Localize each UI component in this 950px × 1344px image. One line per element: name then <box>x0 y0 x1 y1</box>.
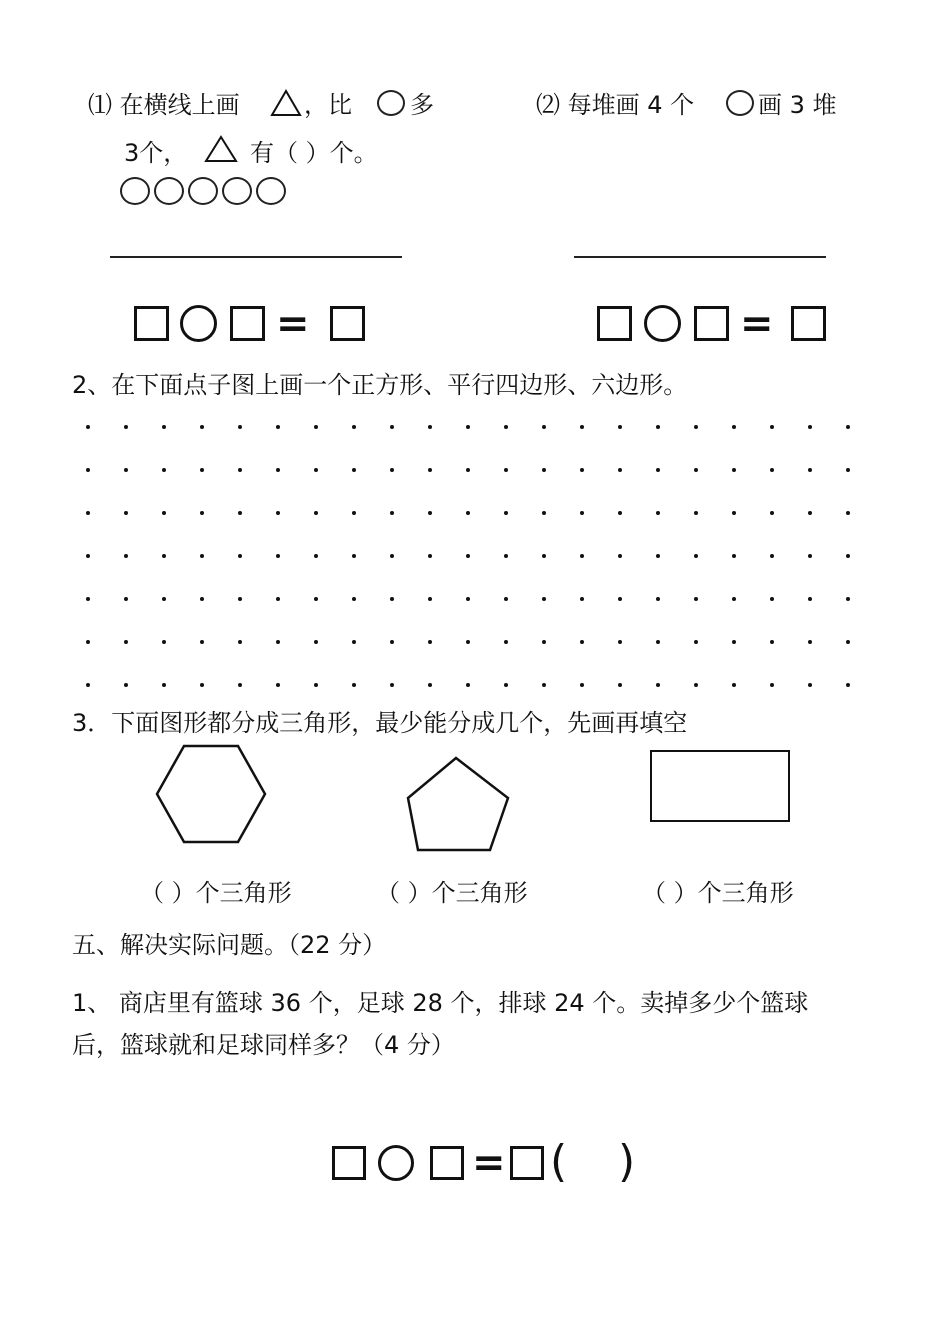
number-box[interactable] <box>430 1146 464 1180</box>
grid-dot[interactable] <box>732 597 736 601</box>
grid-dot[interactable] <box>86 683 90 687</box>
grid-dot[interactable] <box>276 511 280 515</box>
q1-part1-text-b: ，比 <box>304 91 352 119</box>
grid-dot[interactable] <box>504 597 508 601</box>
grid-dot[interactable] <box>238 683 242 687</box>
grid-dot[interactable] <box>580 468 584 472</box>
grid-dot[interactable] <box>846 511 850 515</box>
grid-dot[interactable] <box>352 640 356 644</box>
grid-dot[interactable] <box>732 683 736 687</box>
grid-dot[interactable] <box>732 468 736 472</box>
grid-dot[interactable] <box>808 511 812 515</box>
grid-dot[interactable] <box>656 468 660 472</box>
operator-circle[interactable] <box>180 305 217 342</box>
hexagon-shape[interactable] <box>150 742 272 850</box>
grid-dot[interactable] <box>390 597 394 601</box>
equals-sign: = <box>740 301 774 347</box>
equals-sign: = <box>472 1140 506 1186</box>
grid-dot[interactable] <box>162 511 166 515</box>
grid-dot[interactable] <box>352 511 356 515</box>
grid-dot[interactable] <box>808 554 812 558</box>
grid-dot[interactable] <box>580 425 584 429</box>
rectangle-shape[interactable] <box>650 750 790 822</box>
grid-dot[interactable] <box>390 511 394 515</box>
grid-dot[interactable] <box>580 640 584 644</box>
grid-dot[interactable] <box>428 683 432 687</box>
grid-dot[interactable] <box>86 640 90 644</box>
grid-dot[interactable] <box>466 425 470 429</box>
grid-dot[interactable] <box>390 554 394 558</box>
number-box[interactable] <box>230 306 265 341</box>
grid-dot[interactable] <box>618 640 622 644</box>
q1-part1-text-a: ⑴ 在横线上画 <box>88 91 240 119</box>
grid-dot[interactable] <box>86 425 90 429</box>
grid-dot[interactable] <box>162 425 166 429</box>
grid-dot[interactable] <box>846 425 850 429</box>
grid-dot[interactable] <box>162 640 166 644</box>
result-box[interactable] <box>330 306 365 341</box>
grid-dot[interactable] <box>542 511 546 515</box>
circle-icon <box>154 177 184 205</box>
grid-dot[interactable] <box>352 554 356 558</box>
grid-dot[interactable] <box>694 554 698 558</box>
grid-dot[interactable] <box>276 554 280 558</box>
grid-dot[interactable] <box>352 683 356 687</box>
grid-dot[interactable] <box>542 640 546 644</box>
grid-dot[interactable] <box>466 468 470 472</box>
grid-dot[interactable] <box>466 554 470 558</box>
result-box[interactable] <box>791 306 826 341</box>
grid-dot[interactable] <box>162 683 166 687</box>
grid-dot[interactable] <box>352 468 356 472</box>
circle-icon <box>222 177 252 205</box>
equals-sign: = <box>276 301 310 347</box>
grid-dot[interactable] <box>504 468 508 472</box>
grid-dot[interactable] <box>314 511 318 515</box>
grid-dot[interactable] <box>732 511 736 515</box>
grid-dot[interactable] <box>86 511 90 515</box>
grid-dot[interactable] <box>580 554 584 558</box>
grid-dot[interactable] <box>618 468 622 472</box>
grid-dot[interactable] <box>238 425 242 429</box>
grid-dot[interactable] <box>390 425 394 429</box>
grid-dot[interactable] <box>428 511 432 515</box>
grid-dot[interactable] <box>86 554 90 558</box>
q3-answer-pentagon[interactable]: （ ）个三角形 <box>376 879 528 907</box>
q3-title: 3．下面图形都分成三角形，最少能分成几个，先画再填空 <box>72 709 688 737</box>
grid-dot[interactable] <box>276 683 280 687</box>
grid-dot[interactable] <box>466 640 470 644</box>
grid-dot[interactable] <box>732 554 736 558</box>
grid-dot[interactable] <box>656 511 660 515</box>
grid-dot[interactable] <box>618 511 622 515</box>
grid-dot[interactable] <box>542 468 546 472</box>
answer-line[interactable] <box>110 256 402 258</box>
unit-open-paren: ( <box>550 1136 568 1187</box>
grid-dot[interactable] <box>504 511 508 515</box>
grid-dot[interactable] <box>808 597 812 601</box>
grid-dot[interactable] <box>276 468 280 472</box>
circle-icon <box>726 90 754 116</box>
grid-dot[interactable] <box>846 683 850 687</box>
number-box[interactable] <box>597 306 632 341</box>
grid-dot[interactable] <box>618 554 622 558</box>
grid-dot[interactable] <box>238 511 242 515</box>
grid-dot[interactable] <box>428 554 432 558</box>
grid-dot[interactable] <box>428 597 432 601</box>
grid-dot[interactable] <box>162 468 166 472</box>
grid-dot[interactable] <box>238 554 242 558</box>
grid-dot[interactable] <box>124 468 128 472</box>
q2-title: 2、在下面点子图上画一个正方形、平行四边形、六边形。 <box>72 371 688 399</box>
grid-dot[interactable] <box>808 640 812 644</box>
grid-dot[interactable] <box>124 425 128 429</box>
grid-dot[interactable] <box>238 640 242 644</box>
grid-dot[interactable] <box>200 554 204 558</box>
grid-dot[interactable] <box>656 425 660 429</box>
grid-dot[interactable] <box>314 468 318 472</box>
grid-dot[interactable] <box>846 597 850 601</box>
circle-icon <box>188 177 218 205</box>
circle-icon <box>120 177 150 205</box>
q1-part2-text-b: 画 3 堆 <box>758 91 837 119</box>
grid-dot[interactable] <box>390 640 394 644</box>
grid-dot[interactable] <box>238 468 242 472</box>
grid-dot[interactable] <box>124 554 128 558</box>
grid-dot[interactable] <box>542 597 546 601</box>
grid-dot[interactable] <box>846 468 850 472</box>
grid-dot[interactable] <box>694 597 698 601</box>
grid-dot[interactable] <box>276 640 280 644</box>
grid-dot[interactable] <box>200 511 204 515</box>
grid-dot[interactable] <box>694 511 698 515</box>
grid-dot[interactable] <box>770 640 774 644</box>
grid-dot[interactable] <box>808 468 812 472</box>
circle-icon <box>377 90 405 116</box>
grid-dot[interactable] <box>86 468 90 472</box>
grid-dot[interactable] <box>656 640 660 644</box>
grid-dot[interactable] <box>124 597 128 601</box>
grid-dot[interactable] <box>162 554 166 558</box>
grid-dot[interactable] <box>162 597 166 601</box>
grid-dot[interactable] <box>542 554 546 558</box>
grid-dot[interactable] <box>504 425 508 429</box>
grid-dot[interactable] <box>314 683 318 687</box>
grid-dot[interactable] <box>276 425 280 429</box>
q1-part1-line2-a: 3个， <box>124 139 188 167</box>
grid-dot[interactable] <box>618 597 622 601</box>
grid-dot[interactable] <box>314 554 318 558</box>
triangle-icon <box>270 88 302 118</box>
grid-dot[interactable] <box>694 640 698 644</box>
grid-dot[interactable] <box>200 640 204 644</box>
grid-dot[interactable] <box>352 425 356 429</box>
section5-title: 五、解决实际问题。（22 分） <box>72 931 387 959</box>
grid-dot[interactable] <box>656 554 660 558</box>
grid-dot[interactable] <box>618 683 622 687</box>
grid-dot[interactable] <box>808 425 812 429</box>
grid-dot[interactable] <box>466 597 470 601</box>
grid-dot[interactable] <box>846 554 850 558</box>
operator-circle[interactable] <box>378 1145 414 1181</box>
grid-dot[interactable] <box>732 425 736 429</box>
grid-dot[interactable] <box>466 511 470 515</box>
grid-dot[interactable] <box>504 683 508 687</box>
q3-answer-rectangle[interactable]: （ ）个三角形 <box>642 879 794 907</box>
grid-dot[interactable] <box>580 683 584 687</box>
grid-dot[interactable] <box>428 640 432 644</box>
grid-dot[interactable] <box>428 468 432 472</box>
grid-dot[interactable] <box>200 597 204 601</box>
grid-dot[interactable] <box>124 640 128 644</box>
grid-dot[interactable] <box>314 425 318 429</box>
grid-dot[interactable] <box>238 597 242 601</box>
grid-dot[interactable] <box>200 468 204 472</box>
pentagon-shape[interactable] <box>402 748 522 856</box>
number-box[interactable] <box>134 306 169 341</box>
grid-dot[interactable] <box>770 554 774 558</box>
triangle-icon <box>204 134 238 164</box>
grid-dot[interactable] <box>200 683 204 687</box>
grid-dot[interactable] <box>770 597 774 601</box>
grid-dot[interactable] <box>580 511 584 515</box>
grid-dot[interactable] <box>694 425 698 429</box>
grid-dot[interactable] <box>314 597 318 601</box>
q1-part1-text-c: 多 <box>410 91 434 119</box>
problem1-line1: 1、 商店里有篮球 36 个，足球 28 个，排球 24 个。卖掉多少个篮球 <box>72 989 809 1017</box>
grid-dot[interactable] <box>770 425 774 429</box>
grid-dot[interactable] <box>542 425 546 429</box>
grid-dot[interactable] <box>694 683 698 687</box>
operator-circle[interactable] <box>644 305 681 342</box>
grid-dot[interactable] <box>656 597 660 601</box>
grid-dot[interactable] <box>352 597 356 601</box>
grid-dot[interactable] <box>276 597 280 601</box>
grid-dot[interactable] <box>732 640 736 644</box>
number-box[interactable] <box>332 1146 366 1180</box>
grid-dot[interactable] <box>428 425 432 429</box>
result-box[interactable] <box>510 1146 544 1180</box>
grid-dot[interactable] <box>200 425 204 429</box>
number-box[interactable] <box>694 306 729 341</box>
q1-part2-text-a: ⑵ 每堆画 4 个 <box>536 91 695 119</box>
grid-dot[interactable] <box>314 640 318 644</box>
grid-dot[interactable] <box>542 683 546 687</box>
grid-dot[interactable] <box>86 597 90 601</box>
q3-answer-hexagon[interactable]: （ ）个三角形 <box>140 879 292 907</box>
grid-dot[interactable] <box>770 468 774 472</box>
circle-icon <box>256 177 286 205</box>
grid-dot[interactable] <box>808 683 812 687</box>
grid-dot[interactable] <box>504 554 508 558</box>
unit-close-paren[interactable]: ) <box>618 1136 636 1187</box>
answer-line[interactable] <box>574 256 826 258</box>
grid-dot[interactable] <box>770 511 774 515</box>
grid-dot[interactable] <box>770 683 774 687</box>
grid-dot[interactable] <box>656 683 660 687</box>
problem1-line2: 后，篮球就和足球同样多？（4 分） <box>72 1031 455 1059</box>
grid-dot[interactable] <box>390 683 394 687</box>
grid-dot[interactable] <box>618 425 622 429</box>
grid-dot[interactable] <box>390 468 394 472</box>
grid-dot[interactable] <box>580 597 584 601</box>
grid-dot[interactable] <box>466 683 470 687</box>
grid-dot[interactable] <box>124 683 128 687</box>
grid-dot[interactable] <box>846 640 850 644</box>
q1-part1-line2-b: 有（ ）个。 <box>250 139 378 167</box>
grid-dot[interactable] <box>124 511 128 515</box>
grid-dot[interactable] <box>504 640 508 644</box>
grid-dot[interactable] <box>694 468 698 472</box>
